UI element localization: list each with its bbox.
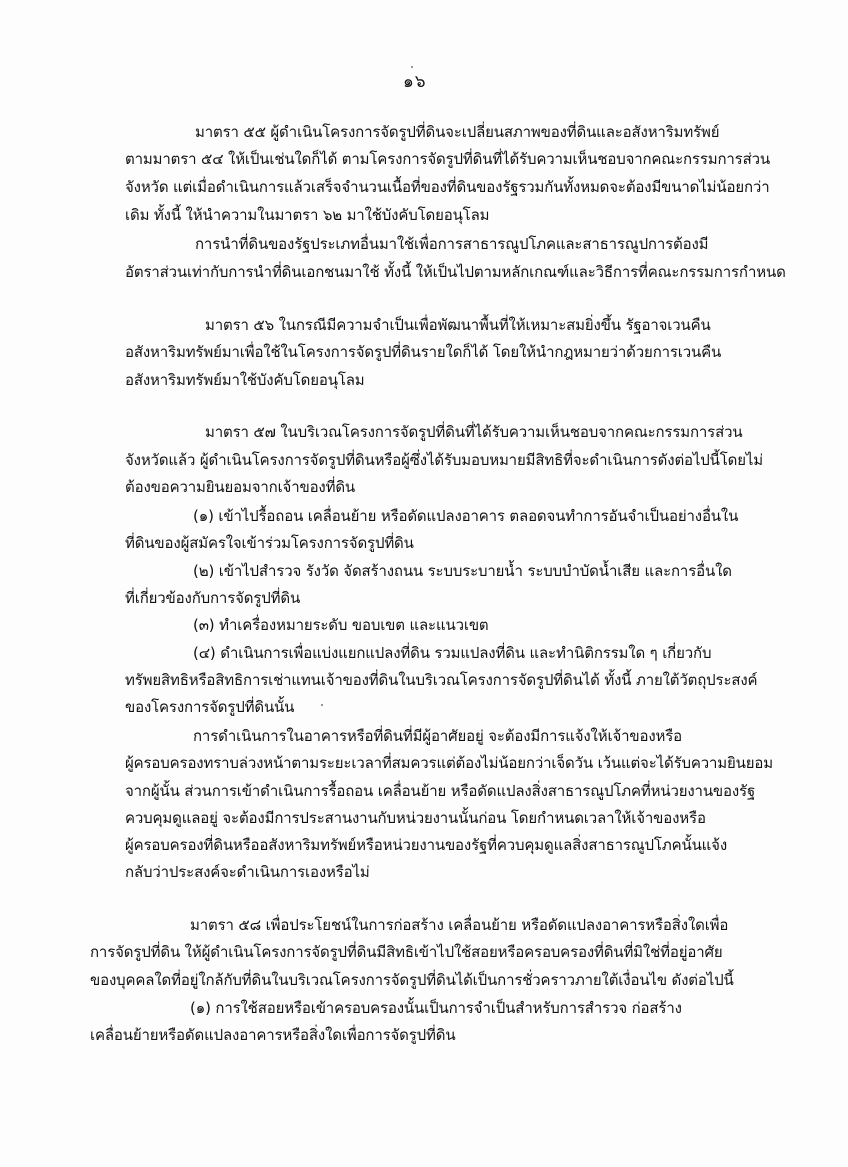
- list-item-1-line: (๑) การใช้สอยหรือเข้าครอบครองนั้นเป็นการจำเป็นสำหรับการสำรวจ ก่อสร้าง: [190, 999, 682, 1017]
- body-line: ผู้ครอบครองที่ดินหรืออสังหาริมทรัพย์หรือหน่วยงานของรัฐที่ควบคุมดูแลสิ่งสาธารณูปโภคนั้นแจ้ง: [125, 836, 727, 854]
- body-line: ทรัพยสิทธิหรือสิทธิการเช่าแทนเจ้าของที่ดินในบริเวณโครงการจัดรูปที่ดินได้ ทั้งนี้ ภายใต้วัตถุประสงค์: [125, 671, 758, 689]
- body-line: ควบคุมดูแลอยู่ จะต้องมีการประสานงานกับหน่วยงานนั้นก่อน โดยกำหนดเวลาให้เจ้าของหรือ: [125, 809, 706, 827]
- body-line: ที่ดินของผู้สมัครใจเข้าร่วมโครงการจัดรูปที่ดิน: [125, 534, 414, 552]
- body-line: อัตราส่วนเท่ากับการนำที่ดินเอกชนมาใช้ ทั้งนี้ ให้เป็นไปตามหลักเกณฑ์และวิธีการที่คณะกรรมการกำหนด: [125, 263, 786, 281]
- body-line: เคลื่อนย้ายหรือดัดแปลงอาคารหรือสิ่งใดเพื่อการจัดรูปที่ดิน: [90, 1026, 456, 1044]
- scan-speck: [411, 66, 413, 68]
- body-line: จังหวัดแล้ว ผู้ดำเนินโครงการจัดรูปที่ดินหรือผู้ซึ่งได้รับมอบหมายมีสิทธิที่จะดำเนินการดังต่อไปนี้โดยไม่: [125, 451, 764, 469]
- body-line: กลับว่าประสงค์จะดำเนินการเองหรือไม่: [125, 863, 370, 881]
- body-line: อสังหาริมทรัพย์มาเพื่อใช้ในโครงการจัดรูปที่ดินรายใดก็ได้ โดยให้นำกฎหมายว่าด้วยการเวนคืน: [125, 343, 722, 361]
- body-line: อสังหาริมทรัพย์มาใช้บังคับโดยอนุโลม: [125, 371, 365, 389]
- section-56-heading-line: มาตรา ๕๖ ในกรณีมีความจำเป็นเพื่อพัฒนาพื้นที่ให้เหมาะสมยิ่งขึ้น รัฐอาจเวนคืน: [205, 316, 711, 334]
- paragraph-start-line: การนำที่ดินของรัฐประเภทอื่นมาใช้เพื่อการสาธารณูปโภคและสาธารณูปการต้องมี: [195, 235, 709, 253]
- body-line: ของโครงการจัดรูปที่ดินนั้น: [125, 698, 295, 716]
- page-number: ๑๖: [403, 72, 427, 92]
- body-line: จากผู้นั้น ส่วนการเข้าดำเนินการรื้อถอน เคลื่อนย้าย หรือดัดแปลงสิ่งสาธารณูปโภคที่หน่วยงานของรัฐ: [125, 782, 756, 800]
- section-58-heading-line: มาตรา ๕๘ เพื่อประโยชน์ในการก่อสร้าง เคลื่อนย้าย หรือดัดแปลงอาคารหรือสิ่งใดเพื่อ: [190, 916, 729, 934]
- body-line: จังหวัด แต่เมื่อดำเนินการแล้วเสร็จจำนวนเนื้อที่ของที่ดินของรัฐรวมกันทั้งหมดจะต้องมีขนาดไม่น้อยกว่า: [125, 178, 770, 196]
- body-line: ของบุคคลใดที่อยู่ใกล้กับที่ดินในบริเวณโครงการจัดรูปที่ดินได้เป็นการชั่วคราวภายใต้เงื่อนไข ดังต่อไปนี้: [90, 971, 734, 989]
- scan-speck: [321, 704, 323, 706]
- list-item-1-line: (๑) เข้าไปรื้อถอน เคลื่อนย้าย หรือดัดแปลงอาคาร ตลอดจนทำการอันจำเป็นอย่างอื่นใน: [193, 507, 739, 525]
- section-55-heading-line: มาตรา ๕๕ ผู้ดำเนินโครงการจัดรูปที่ดินจะเปลี่ยนสภาพของที่ดินและอสังหาริมทรัพย์: [195, 123, 720, 141]
- body-line: ผู้ครอบครองทราบล่วงหน้าตามระยะเวลาที่สมควรแต่ต้องไม่น้อยกว่าเจ็ดวัน เว้นแต่จะได้รับความยินยอม: [125, 754, 774, 772]
- body-line: ที่เกี่ยวข้องกับการจัดรูปที่ดิน: [125, 589, 301, 607]
- body-line: ต้องขอความยินยอมจากเจ้าของที่ดิน: [125, 478, 356, 496]
- body-line: การจัดรูปที่ดิน ให้ผู้ดำเนินโครงการจัดรูปที่ดินมีสิทธิเข้าไปใช้สอยหรือครอบครองที่ดินที่มิใช่ที่อยู่อาศัย: [90, 943, 723, 961]
- body-line: ตามมาตรา ๕๔ ให้เป็นเช่นใดก็ได้ ตามโครงการจัดรูปที่ดินที่ได้รับความเห็นชอบจากคณะกรรมการส่วน: [125, 150, 770, 168]
- list-item-3-line: (๓) ทำเครื่องหมายระดับ ขอบเขต และแนวเขต: [193, 616, 489, 634]
- list-item-2-line: (๒) เข้าไปสำรวจ รังวัด จัดสร้างถนน ระบบระบายน้ำ ระบบบำบัดน้ำเสีย และการอื่นใด: [193, 562, 732, 580]
- paragraph-start-line: การดำเนินการในอาคารหรือที่ดินที่มีผู้อาศัยอยู่ จะต้องมีการแจ้งให้เจ้าของหรือ: [193, 727, 682, 745]
- body-line: เดิม ทั้งนี้ ให้นำความในมาตรา ๖๒ มาใช้บังคับโดยอนุโลม: [125, 206, 490, 224]
- section-57-heading-line: มาตรา ๕๗ ในบริเวณโครงการจัดรูปที่ดินที่ได้รับความเห็นชอบจากคณะกรรมการส่วน: [205, 423, 743, 441]
- list-item-4-line: (๔) ดำเนินการเพื่อแบ่งแยกแปลงที่ดิน รวมแปลงที่ดิน และทำนิติกรรมใด ๆ เกี่ยวกับ: [193, 644, 712, 662]
